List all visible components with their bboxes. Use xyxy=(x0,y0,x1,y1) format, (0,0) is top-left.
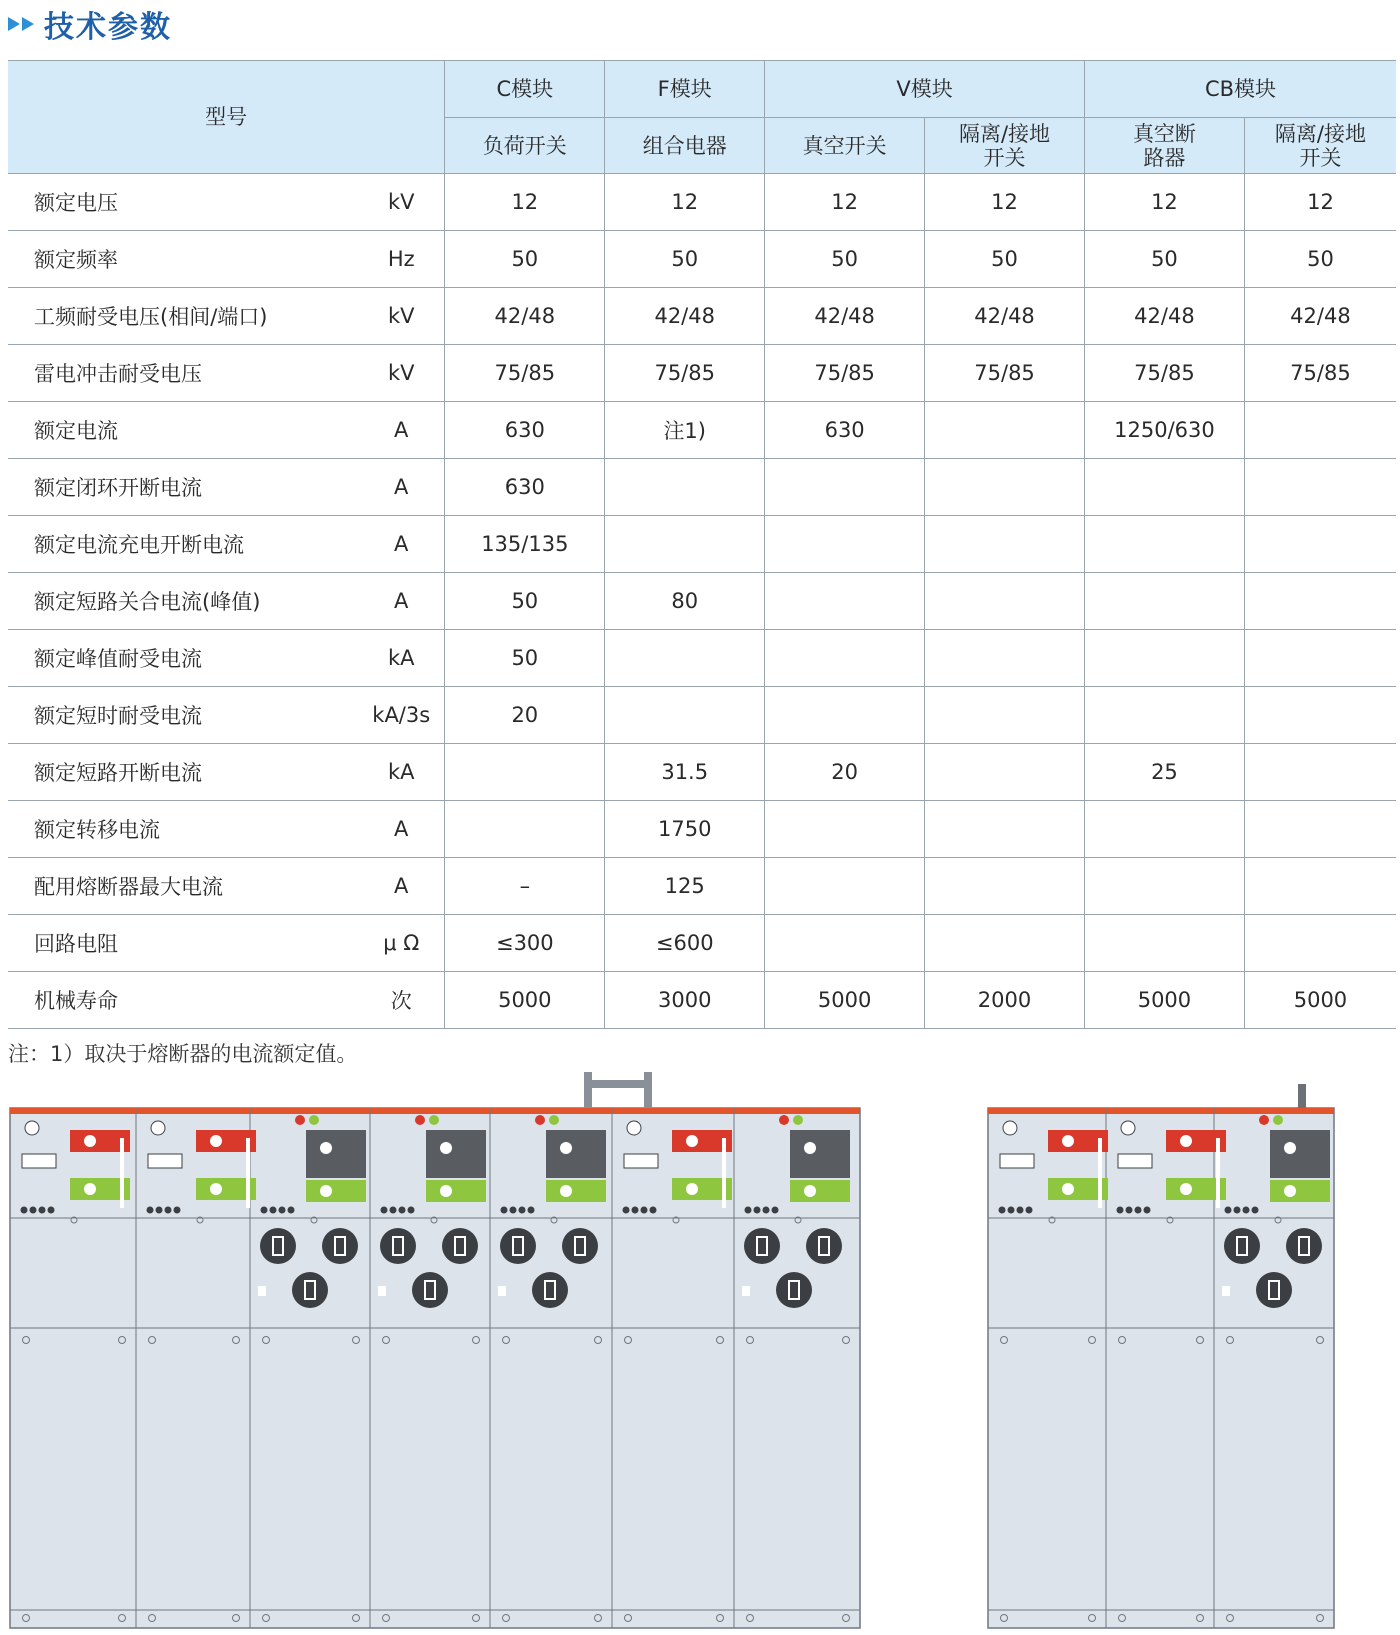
table-row xyxy=(8,288,1396,345)
value-cell xyxy=(1084,915,1244,972)
value-cell xyxy=(925,459,1085,516)
value-cell: 42/48 xyxy=(605,288,765,345)
unit-cell: kA xyxy=(358,630,445,687)
operating-hole-icon xyxy=(1062,1135,1074,1147)
indicator-dot xyxy=(1126,1207,1133,1214)
indicator-dot xyxy=(147,1207,154,1214)
operating-hole-icon xyxy=(560,1185,572,1197)
param-cell: 额定转移电流 xyxy=(8,801,358,858)
label-plate xyxy=(258,1286,266,1296)
pressure-gauge-icon xyxy=(1121,1121,1135,1135)
earth-switch-indicator xyxy=(1270,1180,1330,1202)
close-indicator-icon xyxy=(309,1115,319,1125)
value-cell: 5000 xyxy=(445,972,605,1029)
unit-cell: A xyxy=(358,573,445,630)
close-indicator-icon xyxy=(429,1115,439,1125)
value-cell: 80 xyxy=(605,573,765,630)
voltage-indicator-icon xyxy=(624,1154,658,1168)
value-cell xyxy=(1244,915,1396,972)
value-cell xyxy=(1244,516,1396,573)
unit-cell: kA xyxy=(358,744,445,801)
close-indicator-icon xyxy=(793,1115,803,1125)
indicator-dot xyxy=(30,1207,37,1214)
value-cell xyxy=(1084,858,1244,915)
breaker-mechanism xyxy=(426,1130,486,1178)
value-cell xyxy=(765,687,925,744)
value-cell: 42/48 xyxy=(765,288,925,345)
cabinet-top-bar xyxy=(988,1108,1334,1114)
param-cell: 额定闭环开断电流 xyxy=(8,459,358,516)
value-cell: 3000 xyxy=(605,972,765,1029)
rotary-knob-icon xyxy=(1256,1272,1292,1308)
label-plate xyxy=(742,1286,750,1296)
close-indicator-icon xyxy=(549,1115,559,1125)
operating-hole-icon xyxy=(440,1142,452,1154)
earth-switch-indicator xyxy=(546,1180,606,1202)
indicator-dot xyxy=(174,1207,181,1214)
value-cell: 75/85 xyxy=(1084,345,1244,402)
indicator-dot xyxy=(999,1207,1006,1214)
value-cell: 5000 xyxy=(1244,972,1396,1029)
spec-table xyxy=(8,60,1396,1029)
rotary-knob-icon xyxy=(292,1272,328,1308)
rotary-knob-icon xyxy=(412,1272,448,1308)
breaker-mechanism xyxy=(306,1130,366,1178)
value-cell xyxy=(765,801,925,858)
indicator-dot xyxy=(1243,1207,1250,1214)
rotary-knob-icon xyxy=(562,1228,598,1264)
footnote: 注：1）取决于熔断器的电流额定值。 xyxy=(8,1042,358,1066)
unit-cell: A xyxy=(358,402,445,459)
indicator-dot xyxy=(288,1207,295,1214)
indicator-dot xyxy=(156,1207,163,1214)
value-cell: 12 xyxy=(1084,174,1244,231)
value-cell xyxy=(1084,516,1244,573)
rotary-knob-icon xyxy=(532,1272,568,1308)
table-row xyxy=(8,402,1396,459)
open-indicator-icon xyxy=(779,1115,789,1125)
rotary-knob-icon xyxy=(500,1228,536,1264)
indicator-dot xyxy=(623,1207,630,1214)
value-cell xyxy=(445,801,605,858)
lifting-bracket xyxy=(1298,1084,1306,1108)
table-row xyxy=(8,858,1396,915)
value-cell: 1250/630 xyxy=(1084,402,1244,459)
value-cell xyxy=(925,402,1085,459)
value-cell: ≤300 xyxy=(445,915,605,972)
value-cell xyxy=(1244,459,1396,516)
indicator-dot xyxy=(510,1207,517,1214)
value-cell xyxy=(1084,573,1244,630)
indicator-dot xyxy=(39,1207,46,1214)
earth-switch-indicator xyxy=(790,1180,850,1202)
sub-header: 隔离/接地 开关 xyxy=(925,118,1085,174)
param-cell: 额定频率 xyxy=(8,231,358,288)
operating-hole-icon xyxy=(804,1185,816,1197)
unit-cell: 次 xyxy=(358,972,445,1029)
value-cell xyxy=(765,516,925,573)
value-cell xyxy=(1084,687,1244,744)
module-header: V模块 xyxy=(765,61,1085,118)
table-row xyxy=(8,459,1396,516)
indicator-dot xyxy=(390,1207,397,1214)
table-row xyxy=(8,744,1396,801)
value-cell: 42/48 xyxy=(1244,288,1396,345)
param-cell: 工频耐受电压(相间/端口) xyxy=(8,288,358,345)
indicator-dot xyxy=(1252,1207,1259,1214)
table-row xyxy=(8,345,1396,402)
model-header: 型号 xyxy=(8,61,445,174)
sub-header: 真空开关 xyxy=(765,118,925,174)
voltage-indicator-icon xyxy=(1118,1154,1152,1168)
unit-cell: kV xyxy=(358,174,445,231)
param-cell: 额定电流 xyxy=(8,402,358,459)
indicator-dot xyxy=(1017,1207,1024,1214)
table-row xyxy=(8,972,1396,1029)
unit-cell: A xyxy=(358,858,445,915)
module-header: C模块 xyxy=(445,61,605,118)
voltage-indicator-icon xyxy=(1000,1154,1034,1168)
value-cell xyxy=(925,744,1085,801)
earth-switch-indicator xyxy=(306,1180,366,1202)
unit-cell: kV xyxy=(358,345,445,402)
indicator-dot xyxy=(1008,1207,1015,1214)
section-title: 技术参数 xyxy=(44,10,172,45)
operating-hole-icon xyxy=(686,1183,698,1195)
value-cell: 50 xyxy=(925,231,1085,288)
module-header: F模块 xyxy=(605,61,765,118)
value-cell: 630 xyxy=(445,402,605,459)
voltage-indicator-icon xyxy=(148,1154,182,1168)
param-cell: 回路电阻 xyxy=(8,915,358,972)
param-cell: 雷电冲击耐受电压 xyxy=(8,345,358,402)
indicator-dot xyxy=(1234,1207,1241,1214)
indicator-dot xyxy=(641,1207,648,1214)
value-cell: 1750 xyxy=(605,801,765,858)
value-cell xyxy=(925,573,1085,630)
value-cell: 42/48 xyxy=(445,288,605,345)
unit-cell: μ Ω xyxy=(358,915,445,972)
value-cell xyxy=(1244,402,1396,459)
operating-hole-icon xyxy=(1180,1183,1192,1195)
close-indicator-icon xyxy=(1273,1115,1283,1125)
pressure-gauge-icon xyxy=(1003,1121,1017,1135)
value-cell: 630 xyxy=(765,402,925,459)
value-cell: 50 xyxy=(1244,231,1396,288)
value-cell: 20 xyxy=(765,744,925,801)
pressure-gauge-icon xyxy=(25,1121,39,1135)
value-cell: 50 xyxy=(605,231,765,288)
sub-header: 真空断 路器 xyxy=(1084,118,1244,174)
indicator-dot xyxy=(270,1207,277,1214)
rotary-knob-icon xyxy=(322,1228,358,1264)
operating-hole-icon xyxy=(84,1135,96,1147)
value-cell: 135/135 xyxy=(445,516,605,573)
indicator-dot xyxy=(381,1207,388,1214)
param-cell: 机械寿命 xyxy=(8,972,358,1029)
sub-header: 隔离/接地 开关 xyxy=(1244,118,1396,174)
indicator-dot xyxy=(21,1207,28,1214)
earth-switch-indicator xyxy=(426,1180,486,1202)
value-cell xyxy=(925,687,1085,744)
value-cell: 42/48 xyxy=(1084,288,1244,345)
rotary-knob-icon xyxy=(1286,1228,1322,1264)
pressure-gauge-icon xyxy=(151,1121,165,1135)
indicator-dot xyxy=(165,1207,172,1214)
open-indicator-icon xyxy=(535,1115,545,1125)
value-cell: 50 xyxy=(1084,231,1244,288)
indicator-dot xyxy=(48,1207,55,1214)
value-cell xyxy=(605,687,765,744)
rotary-knob-icon xyxy=(776,1272,812,1308)
value-cell: 75/85 xyxy=(925,345,1085,402)
table-row xyxy=(8,687,1396,744)
value-cell: 31.5 xyxy=(605,744,765,801)
table-row xyxy=(8,573,1396,630)
indicator-dot xyxy=(528,1207,535,1214)
rotary-knob-icon xyxy=(1224,1228,1260,1264)
lifting-bracket xyxy=(584,1072,592,1108)
value-cell xyxy=(925,516,1085,573)
value-cell xyxy=(925,915,1085,972)
value-cell xyxy=(765,573,925,630)
value-cell: 5000 xyxy=(765,972,925,1029)
operating-hole-icon xyxy=(1284,1142,1296,1154)
value-cell xyxy=(1244,801,1396,858)
label-plate xyxy=(1222,1286,1230,1296)
indicator-dot xyxy=(501,1207,508,1214)
pressure-gauge-icon xyxy=(627,1121,641,1135)
operating-hole-icon xyxy=(210,1135,222,1147)
module-header: CB模块 xyxy=(1084,61,1396,118)
value-cell: 25 xyxy=(1084,744,1244,801)
param-cell: 额定电流充电开断电流 xyxy=(8,516,358,573)
indicator-dot xyxy=(1144,1207,1151,1214)
unit-cell: A xyxy=(358,516,445,573)
value-cell xyxy=(765,915,925,972)
indicator-dot xyxy=(772,1207,779,1214)
operating-hole-icon xyxy=(440,1185,452,1197)
operating-hole-icon xyxy=(1180,1135,1192,1147)
indicator-dot xyxy=(745,1207,752,1214)
operating-hole-icon xyxy=(1284,1185,1296,1197)
indicator-dot xyxy=(279,1207,286,1214)
indicator-dot xyxy=(632,1207,639,1214)
table-row xyxy=(8,516,1396,573)
indicator-dot xyxy=(1026,1207,1033,1214)
value-cell: 12 xyxy=(445,174,605,231)
unit-cell: kA/3s xyxy=(358,687,445,744)
value-cell xyxy=(1084,801,1244,858)
value-cell: 注1) xyxy=(605,402,765,459)
param-cell: 额定电压 xyxy=(8,174,358,231)
operating-hole-icon xyxy=(210,1183,222,1195)
value-cell xyxy=(765,858,925,915)
rotary-knob-icon xyxy=(806,1228,842,1264)
cabinet-top-bar xyxy=(10,1108,860,1114)
value-cell: 50 xyxy=(765,231,925,288)
rotary-knob-icon xyxy=(380,1228,416,1264)
indicator-dot xyxy=(261,1207,268,1214)
indicator-dot xyxy=(1135,1207,1142,1214)
value-cell xyxy=(925,630,1085,687)
value-cell: 2000 xyxy=(925,972,1085,1029)
operating-hole-icon xyxy=(320,1185,332,1197)
value-cell: 75/85 xyxy=(765,345,925,402)
operating-hole-icon xyxy=(1062,1183,1074,1195)
sub-header: 负荷开关 xyxy=(445,118,605,174)
lifting-bracket xyxy=(584,1080,652,1088)
value-cell xyxy=(1084,630,1244,687)
table-row xyxy=(8,630,1396,687)
value-cell xyxy=(1244,744,1396,801)
indicator-dot xyxy=(399,1207,406,1214)
table-row xyxy=(8,801,1396,858)
param-cell: 额定短路开断电流 xyxy=(8,744,358,801)
value-cell: 75/85 xyxy=(445,345,605,402)
param-cell: 额定短时耐受电流 xyxy=(8,687,358,744)
operating-hole-icon xyxy=(804,1142,816,1154)
section-heading xyxy=(8,4,172,44)
operating-hole-icon xyxy=(560,1142,572,1154)
rotary-knob-icon xyxy=(442,1228,478,1264)
value-cell xyxy=(1244,858,1396,915)
param-cell: 额定峰值耐受电流 xyxy=(8,630,358,687)
table-row xyxy=(8,174,1396,231)
open-indicator-icon xyxy=(295,1115,305,1125)
table-row xyxy=(8,231,1396,288)
breaker-mechanism xyxy=(790,1130,850,1178)
rotary-knob-icon xyxy=(744,1228,780,1264)
value-cell xyxy=(605,630,765,687)
value-cell: 42/48 xyxy=(925,288,1085,345)
value-cell: 12 xyxy=(925,174,1085,231)
switchgear-drawing-right xyxy=(986,1068,1336,1632)
open-indicator-icon xyxy=(415,1115,425,1125)
indicator-dot xyxy=(1117,1207,1124,1214)
breaker-mechanism xyxy=(1270,1130,1330,1178)
unit-cell: Hz xyxy=(358,231,445,288)
unit-cell: A xyxy=(358,459,445,516)
value-cell xyxy=(1244,573,1396,630)
indicator-dot xyxy=(1225,1207,1232,1214)
param-cell: 额定短路关合电流(峰值) xyxy=(8,573,358,630)
value-cell: 12 xyxy=(765,174,925,231)
operating-hole-icon xyxy=(320,1142,332,1154)
value-cell: ≤600 xyxy=(605,915,765,972)
operating-hole-icon xyxy=(686,1135,698,1147)
value-cell: 75/85 xyxy=(605,345,765,402)
breaker-mechanism xyxy=(546,1130,606,1178)
param-cell: 配用熔断器最大电流 xyxy=(8,858,358,915)
value-cell: – xyxy=(445,858,605,915)
value-cell xyxy=(605,516,765,573)
value-cell: 630 xyxy=(445,459,605,516)
lifting-bracket xyxy=(644,1072,652,1108)
indicator-dot xyxy=(650,1207,657,1214)
table-row xyxy=(8,915,1396,972)
switchgear-drawing-left xyxy=(8,1068,864,1632)
value-cell xyxy=(1244,687,1396,744)
value-cell xyxy=(765,459,925,516)
value-cell xyxy=(1084,459,1244,516)
value-cell: 50 xyxy=(445,573,605,630)
indicator-dot xyxy=(408,1207,415,1214)
double-arrow-icon xyxy=(8,17,34,31)
value-cell xyxy=(1244,630,1396,687)
value-cell: 75/85 xyxy=(1244,345,1396,402)
value-cell: 50 xyxy=(445,630,605,687)
value-cell xyxy=(925,801,1085,858)
value-cell xyxy=(445,744,605,801)
indicator-dot xyxy=(519,1207,526,1214)
rotary-knob-icon xyxy=(260,1228,296,1264)
value-cell: 20 xyxy=(445,687,605,744)
label-plate xyxy=(498,1286,506,1296)
value-cell: 12 xyxy=(1244,174,1396,231)
indicator-dot xyxy=(763,1207,770,1214)
value-cell xyxy=(605,459,765,516)
value-cell: 5000 xyxy=(1084,972,1244,1029)
voltage-indicator-icon xyxy=(22,1154,56,1168)
indicator-dot xyxy=(754,1207,761,1214)
unit-cell: A xyxy=(358,801,445,858)
value-cell xyxy=(925,858,1085,915)
open-indicator-icon xyxy=(1259,1115,1269,1125)
label-plate xyxy=(378,1286,386,1296)
sub-header: 组合电器 xyxy=(605,118,765,174)
value-cell: 50 xyxy=(445,231,605,288)
value-cell: 125 xyxy=(605,858,765,915)
unit-cell: kV xyxy=(358,288,445,345)
value-cell xyxy=(765,630,925,687)
value-cell: 12 xyxy=(605,174,765,231)
operating-hole-icon xyxy=(84,1183,96,1195)
